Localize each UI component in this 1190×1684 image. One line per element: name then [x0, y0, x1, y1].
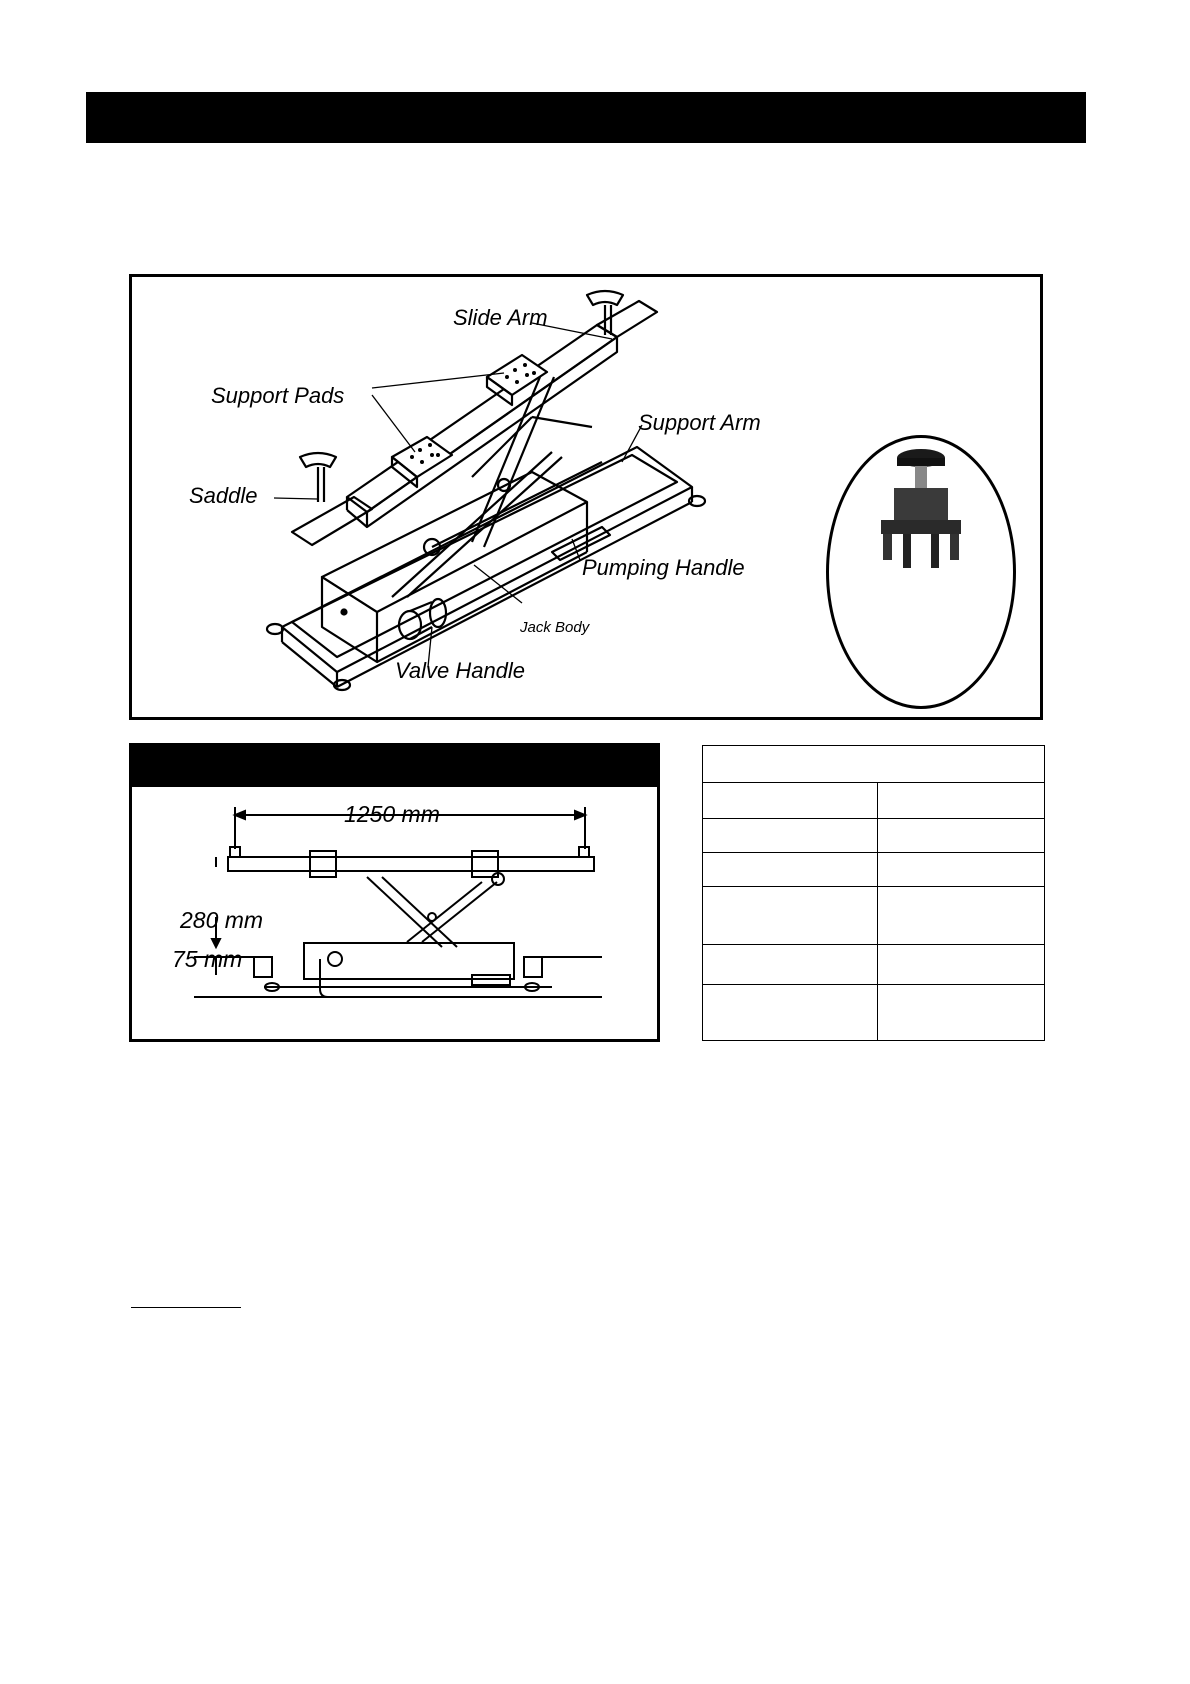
spec-value [878, 945, 1045, 985]
label-support-arm: Support Arm [638, 410, 761, 435]
spec-label [703, 945, 878, 985]
spec-label [703, 853, 878, 887]
dimension-min-height: 75 mm [172, 946, 243, 972]
dimension-max-height: 280 mm [180, 907, 264, 933]
release-knob-image [829, 438, 1013, 706]
label-saddle: Saddle [189, 483, 258, 508]
spec-label [703, 985, 878, 1041]
dimensions-diagram [129, 743, 660, 1042]
jack-parts-diagram [129, 274, 1043, 720]
table-row [703, 783, 1045, 819]
specification-table [702, 745, 1045, 1041]
spec-table-title [703, 746, 1045, 783]
table-row [703, 853, 1045, 887]
table-row [703, 985, 1045, 1041]
table-row [703, 887, 1045, 945]
label-valve-handle: Valve Handle [395, 658, 526, 683]
spec-value [878, 783, 1045, 819]
inset-oval [826, 435, 1016, 709]
table-row [703, 819, 1045, 853]
table-row [703, 945, 1045, 985]
label-pumping-handle: Pumping Handle [582, 555, 745, 580]
dimensions-header [132, 746, 657, 787]
dimension-width: 1250 mm [344, 801, 440, 827]
spec-table-header-row [703, 746, 1045, 783]
spec-label [703, 819, 878, 853]
label-support-pads: Support Pads [211, 383, 345, 408]
spec-value [878, 985, 1045, 1041]
spec-label [703, 887, 878, 945]
spec-label [703, 783, 878, 819]
spec-value [878, 819, 1045, 853]
label-slide-arm: Slide Arm [453, 305, 548, 330]
label-jack-body: Jack Body [520, 619, 590, 636]
spec-value [878, 887, 1045, 945]
footnote-divider [131, 1307, 241, 1308]
section-header-bar [86, 92, 1086, 143]
spec-value [878, 853, 1045, 887]
